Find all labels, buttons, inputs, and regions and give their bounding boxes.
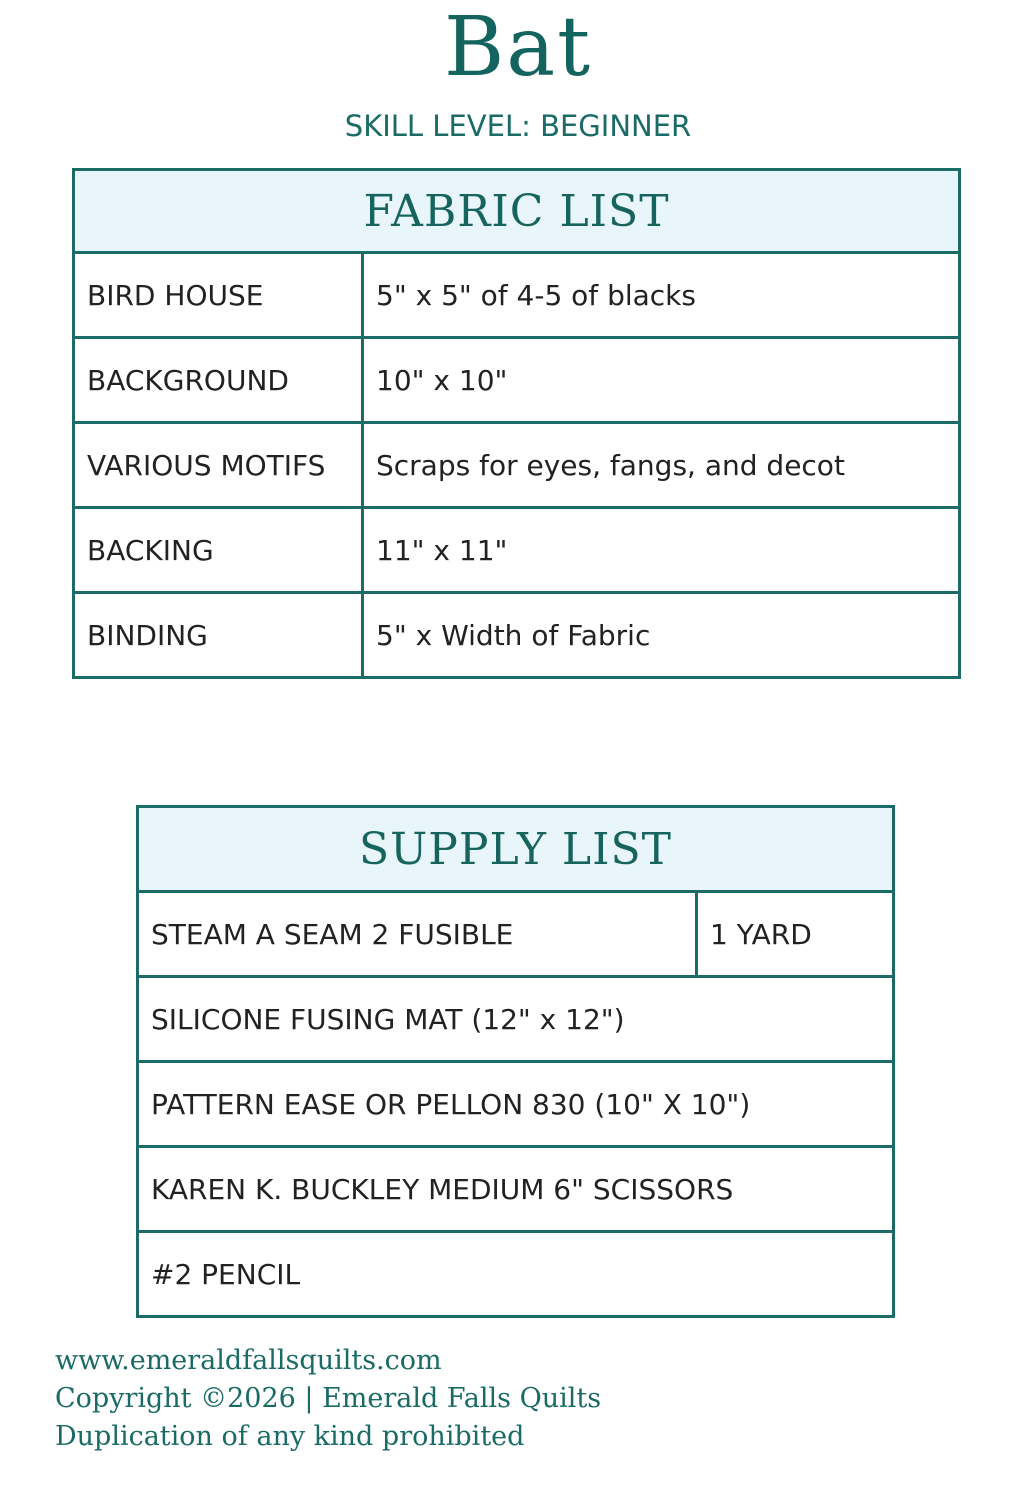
supply-item: #2 PENCIL [138,1232,894,1317]
fabric-amount: 10" x 10" [363,338,960,423]
table-row [74,508,960,593]
fabric-amount: 5" x 5" of 4-5 of blacks [363,253,960,338]
fabric-list-table [72,168,961,679]
table-row [138,977,894,1062]
skill-level: SKILL LEVEL: BEGINNER [344,109,692,143]
fabric-item: BACKING [74,508,363,593]
fabric-item: BACKGROUND [74,338,363,423]
supply-item: KAREN K. BUCKLEY MEDIUM 6" SCISSORS [138,1147,894,1232]
duplication-notice: Duplication of any kind prohibited [55,1421,525,1452]
table-row [74,338,960,423]
supply-quantity: 1 YARD [697,892,894,977]
supply-item: SILICONE FUSING MAT (12" x 12") [138,977,894,1062]
table-row [138,1232,894,1317]
supply-item: PATTERN EASE OR PELLON 830 (10" X 10") [138,1062,894,1147]
table-row [74,593,960,678]
fabric-amount: Scraps for eyes, fangs, and decot [363,423,960,508]
table-row [74,423,960,508]
fabric-list-heading: FABRIC LIST [74,170,960,253]
page-title: Bat [443,0,593,95]
fabric-amount: 5" x Width of Fabric [363,593,960,678]
fabric-amount: 11" x 11" [363,508,960,593]
supply-item: STEAM A SEAM 2 FUSIBLE [138,892,697,977]
fabric-item: BIRD HOUSE [74,253,363,338]
table-row [138,1062,894,1147]
table-row [138,1147,894,1232]
supply-list-table [136,805,895,1318]
fabric-item: BINDING [74,593,363,678]
supply-list-heading: SUPPLY LIST [138,807,894,892]
fabric-item: VARIOUS MOTIFS [74,423,363,508]
website-link[interactable]: www.emeraldfallsquilts.com [55,1345,442,1376]
copyright-text: Copyright ©2026 | Emerald Falls Quilts [55,1383,602,1414]
table-row [138,892,894,977]
table-row [74,253,960,338]
